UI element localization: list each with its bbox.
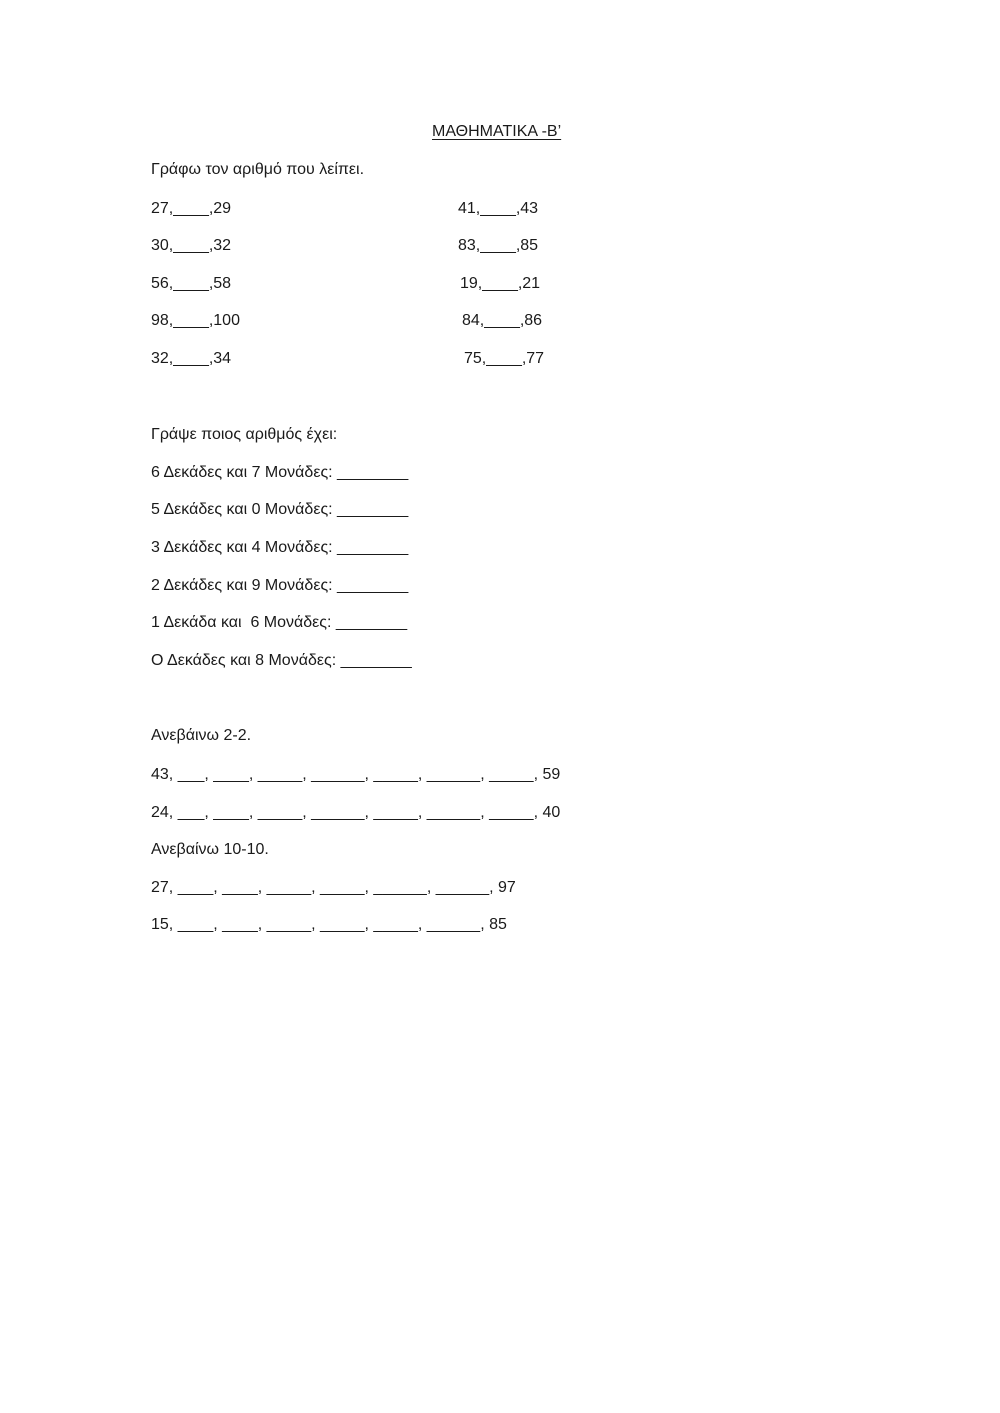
section-heading-tens-units: Γράψε ποιος αριθμός έχει: — [151, 426, 338, 443]
tens-units-item: Ο Δεκάδες και 8 Μονάδες: ________ — [151, 652, 412, 669]
tens-units-item: 6 Δεκάδες και 7 Μονάδες: ________ — [151, 464, 409, 481]
sequence-item: 56,____,58 — [151, 275, 232, 292]
sequence-item: 30,____,32 — [151, 237, 232, 254]
tens-units-item: 3 Δεκάδες και 4 Μονάδες: ________ — [151, 539, 409, 556]
sequence-item: 83,____,85 — [458, 237, 539, 254]
sequence-item: 98,____,100 — [151, 312, 240, 329]
sequence-item: 19,____,21 — [460, 275, 541, 292]
sequence-item: 32,____,34 — [151, 350, 232, 367]
sequence-item: 41,____,43 — [458, 200, 539, 217]
count-sequence-item: 43, ___, ____, _____, ______, _____, ______, _____, 59 — [151, 766, 561, 783]
sequence-item: 75,____,77 — [464, 350, 545, 367]
count-sequence-item: 27, ____, ____, _____, _____, ______, ______, 97 — [151, 879, 516, 896]
page-title: ΜΑΘΗΜΑΤΙΚΑ -Β’ — [432, 123, 562, 140]
count-sequence-item: 15, ____, ____, _____, _____, _____, ______, 85 — [151, 916, 507, 933]
count-sequence-item: 24, ___, ____, _____, ______, _____, ______, _____, 40 — [151, 804, 561, 821]
sequence-item: 27,____,29 — [151, 200, 232, 217]
tens-units-item: 1 Δεκάδα και 6 Μονάδες: ________ — [151, 614, 408, 631]
tens-units-item: 5 Δεκάδες και 0 Μονάδες: ________ — [151, 501, 409, 518]
section-heading-missing-number: Γράφω τον αριθμό που λείπει. — [151, 161, 365, 178]
section-heading-count-by-2: Ανεβάινω 2-2. — [151, 727, 252, 744]
sequence-item: 84,____,86 — [462, 312, 543, 329]
tens-units-item: 2 Δεκάδες και 9 Μονάδες: ________ — [151, 577, 409, 594]
section-heading-count-by-10: Ανεβαίνω 10-10. — [151, 841, 269, 858]
